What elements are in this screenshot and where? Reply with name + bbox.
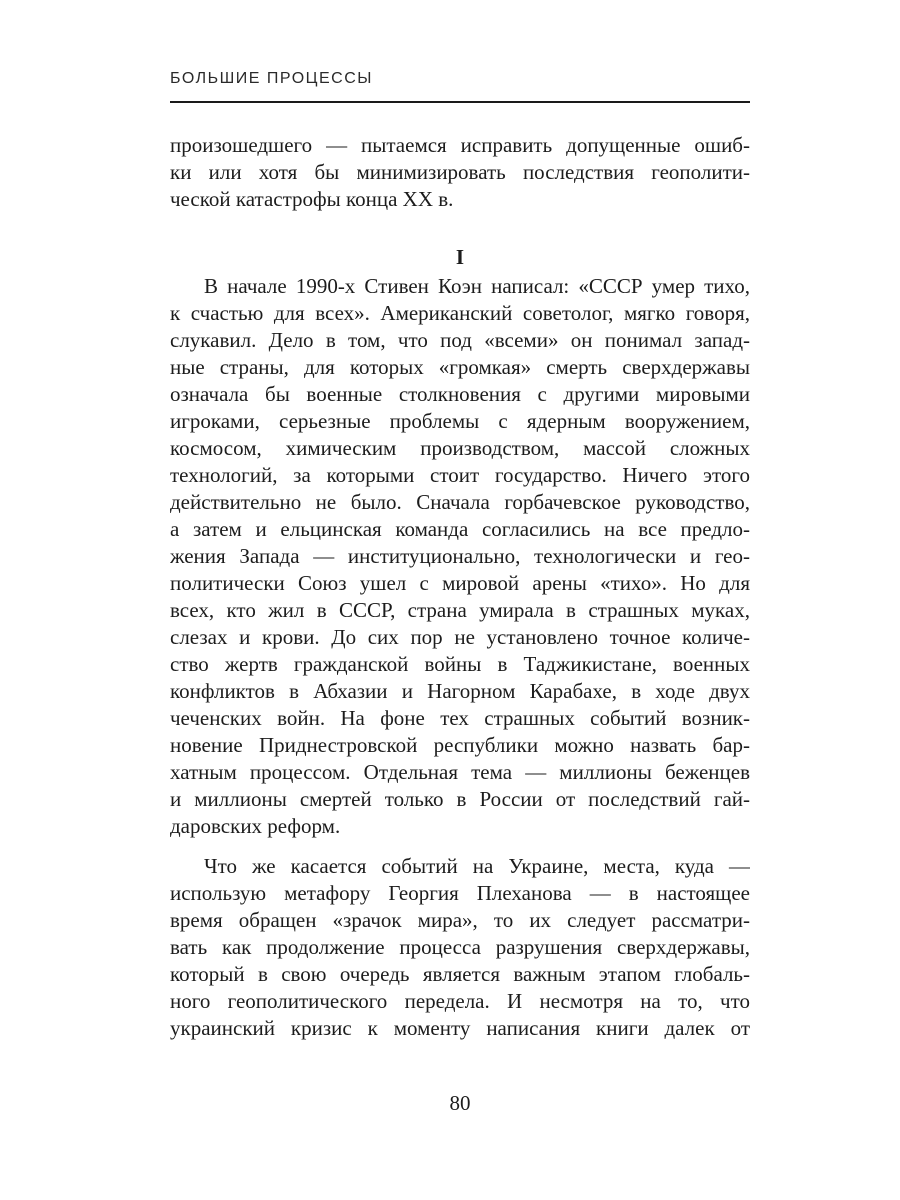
text-line: ство жертв гражданской войны в Таджикистане, военных (170, 652, 750, 676)
text-line: политически Союз ушел с мировой арены «тихо». Но для (170, 571, 750, 595)
header-rule (170, 101, 750, 103)
paragraph (170, 853, 750, 1042)
text-line: и миллионы смертей только в России от последствий гай- (170, 787, 750, 811)
text-line: слукавил. Дело в том, что под «всеми» он понимал запад- (170, 328, 750, 352)
text-line: а затем и ельцинская команда согласились на все предло- (170, 517, 750, 541)
text-line: всех, кто жил в СССР, страна умирала в страшных муках, (170, 598, 750, 622)
text-line: новение Приднестровской республики можно назвать бар- (170, 733, 750, 757)
text-line: украинский кризис к моменту написания книги далек от (170, 1016, 750, 1040)
paragraph (170, 132, 750, 213)
text-line: время обращен «зрачок мира», то их следует рассматри- (170, 908, 750, 932)
text-line: действительно не было. Сначала горбачевское руководство, (170, 490, 750, 514)
text-line: В начале 1990-х Стивен Коэн написал: «СССР умер тихо, (204, 274, 750, 298)
page-number: 80 (449, 1091, 471, 1115)
text-line: слезах и крови. До сих пор не установлено точное количе- (170, 625, 750, 649)
text-line: Что же касается событий на Украине, места, куда — (204, 854, 750, 878)
text-line: к счастью для всех». Американский советолог, мягко говоря, (170, 301, 750, 325)
text-line: игроками, серьезные проблемы с ядерным вооружением, (170, 409, 750, 433)
text-line: жения Запада — институционально, технологически и гео- (170, 544, 750, 568)
text-line: даровских реформ. (170, 814, 341, 838)
text-line: означала бы военные столкновения с другими мировыми (170, 382, 750, 406)
text-line: вать как продолжение процесса разрушения сверхдержавы, (170, 935, 750, 959)
paragraph (170, 273, 750, 840)
text-line: ческой катастрофы конца XX в. (170, 187, 454, 211)
text-line: ного геополитического передела. И несмотря на то, что (170, 989, 750, 1013)
text-line: произошедшего — пытаемся исправить допущенные ошиб- (170, 133, 750, 157)
text-line: технологий, за которыми стоит государство. Ничего этого (170, 463, 750, 487)
text-line: конфликтов в Абхазии и Нагорном Карабахе, в ходе двух (170, 679, 750, 703)
running-head: БОЛЬШИЕ ПРОЦЕССЫ (170, 70, 373, 87)
text-line: космосом, химическим производством, массой сложных (170, 436, 750, 460)
text-line: ные страны, для которых «громкая» смерть сверхдержавы (170, 355, 750, 379)
text-line: использую метафору Георгия Плеханова — в настоящее (170, 881, 750, 905)
text-line: ки или хотя бы минимизировать последствия геополити- (170, 160, 750, 184)
text-line: хатным процессом. Отдельная тема — миллионы беженцев (170, 760, 750, 784)
section-heading: I (455, 245, 465, 269)
text-line: чеченских войн. На фоне тех страшных событий возник- (170, 706, 750, 730)
text-line: который в свою очередь является важным этапом глобаль- (170, 962, 750, 986)
